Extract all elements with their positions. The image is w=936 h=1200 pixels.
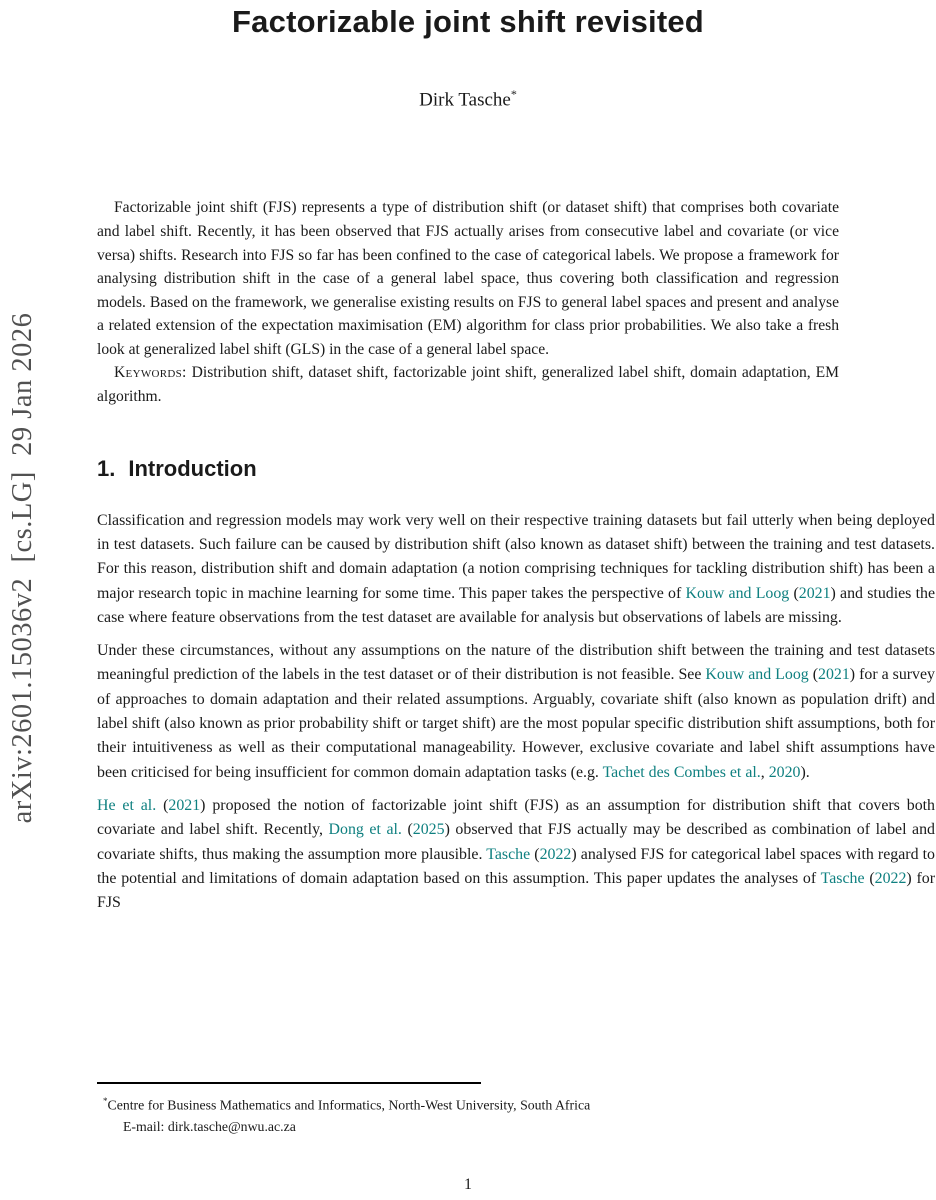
paragraph-text: Classification and regression models may work very well on their respective training datasets but fail utterly when being deployed in test datasets. Such failure can be caused by distribution shift (also known as dataset shift) between the training and test datasets. For this reason, distribution shift and domain adaptation (a notion comprising techniques for tackling distribution shift) has been a major research topic in machine learning for some time. This paper takes the perspective of xyxy=(97,511,935,602)
citation-link[interactable]: Kouw and Loog xyxy=(685,584,790,602)
paragraph-2 xyxy=(97,639,935,785)
abstract-block xyxy=(97,196,839,408)
paragraph-text: ) and studies the case where feature observations from the test dataset are available for analysis but observations of labels are missing. xyxy=(97,584,935,626)
paragraph-text: ( xyxy=(156,796,169,814)
citation-link[interactable]: Tasche xyxy=(820,869,865,887)
author-name: Dirk Tasche xyxy=(419,89,511,111)
paragraph-text: ) analysed FJS for categorical label spaces with regard to the potential and limitations of domain adaptation based on this assumption. This paper updates the analyses of xyxy=(97,845,935,887)
citation-link[interactable]: 2021 xyxy=(168,796,201,814)
footnote-rule xyxy=(97,1082,481,1084)
paragraph-text: ( xyxy=(530,845,540,863)
citation-link[interactable]: 2020 xyxy=(768,763,801,781)
paragraph-text: ) proposed the notion of factorizable joint shift (FJS) as an assumption for distribution shift that covers both covariate and label shift. Recently, xyxy=(97,796,935,839)
citation-link[interactable]: 2021 xyxy=(818,666,850,684)
footnote-affiliation-text: Centre for Business Mathematics and Informatics, North-West University, South Africa xyxy=(107,1097,591,1113)
citation-link[interactable]: He et al. xyxy=(97,796,157,814)
footnote-email: E-mail: dirk.tasche@nwu.ac.za xyxy=(123,1118,296,1134)
footnote-affiliation xyxy=(97,1091,935,1116)
paragraph-text: ) for FJS xyxy=(97,869,936,912)
citation-link[interactable]: Tasche xyxy=(486,845,531,863)
arxiv-watermark: arXiv:2601.15036v2 [cs.LG] 29 Jan 2026 xyxy=(7,312,38,824)
abstract-text: Factorizable joint shift (FJS) represents a type of distribution shift (or dataset shift) that comprises both covariate and label shift. Recently, it has been observed that FJS actually arises from consecutive label and covariate (or vice versa) shifts. Research into FJS so far has been confined to the case of categorical labels. We propose a framework for analysing distribution shift in the case of a general label space, thus covering both classification and regression models. Based on the framework, we generalise existing results on FJS to general label spaces and present and analyse a related extension of the expectation maximisation (EM) algorithm for class prior probabilities. We also take a fresh look at generalized label shift (GLS) in the case of a general label space. xyxy=(97,199,839,358)
citation-link[interactable]: Tachet des Combes et al. xyxy=(602,763,761,781)
author-footnote-mark: * xyxy=(510,87,517,101)
page-number: 1 xyxy=(464,1176,472,1193)
paragraph-text: , xyxy=(760,763,769,781)
paragraph-text: ( xyxy=(864,869,875,887)
section-heading-introduction xyxy=(97,455,936,483)
footnote-block xyxy=(97,1082,935,1137)
citation-link[interactable]: Kouw and Loog xyxy=(705,666,809,684)
citation-link[interactable]: 2022 xyxy=(874,869,907,887)
paragraph-text: ). xyxy=(800,763,810,781)
paragraph-text: ( xyxy=(808,666,819,684)
citation-link[interactable]: 2021 xyxy=(798,584,831,602)
citation-link[interactable]: 2022 xyxy=(539,845,572,863)
paragraph-text: ( xyxy=(789,584,799,602)
paragraph-3 xyxy=(97,794,935,915)
paragraph-text: Under these circumstances, without any assumptions on the nature of the distribution shift between the training and test datasets meaningful prediction of the labels in the test dataset or of their distribution is not feasible. See xyxy=(97,642,935,684)
author-line xyxy=(0,82,936,112)
paper-title: Factorizable joint shift revisited xyxy=(232,4,704,39)
paragraph-1 xyxy=(97,509,935,630)
paragraph-text: ( xyxy=(401,821,413,839)
paragraph-text: ) observed that FJS actually may be described as combination of label and covariate shifts, thus making the assumption more plausible. xyxy=(97,821,936,863)
footnote-mark: * xyxy=(103,1096,108,1106)
keywords-text: Distribution shift, dataset shift, factorizable joint shift, generalized label shift, domain adaptation, EM algorithm. xyxy=(97,364,839,406)
keywords-line xyxy=(97,361,839,408)
section-title: Introduction xyxy=(128,455,257,481)
paragraph-text: ) for a survey of approaches to domain adaptation and their related assumptions. Arguably, covariate shift (also known as population drift) and label shift (also known as prior probability shift or target shift) are the most popular specific distribution shift assumptions, both for their intuitiveness as well as their computational manageability. However, exclusive covariate and label shift assumptions have been criticised for being insufficient for common domain adaptation tasks (e.g. xyxy=(97,666,936,781)
section-number: 1. xyxy=(97,455,116,481)
citation-link[interactable]: Dong et al. xyxy=(328,821,402,839)
keywords-label: Keywords: xyxy=(114,364,187,382)
citation-link[interactable]: 2025 xyxy=(412,821,445,839)
